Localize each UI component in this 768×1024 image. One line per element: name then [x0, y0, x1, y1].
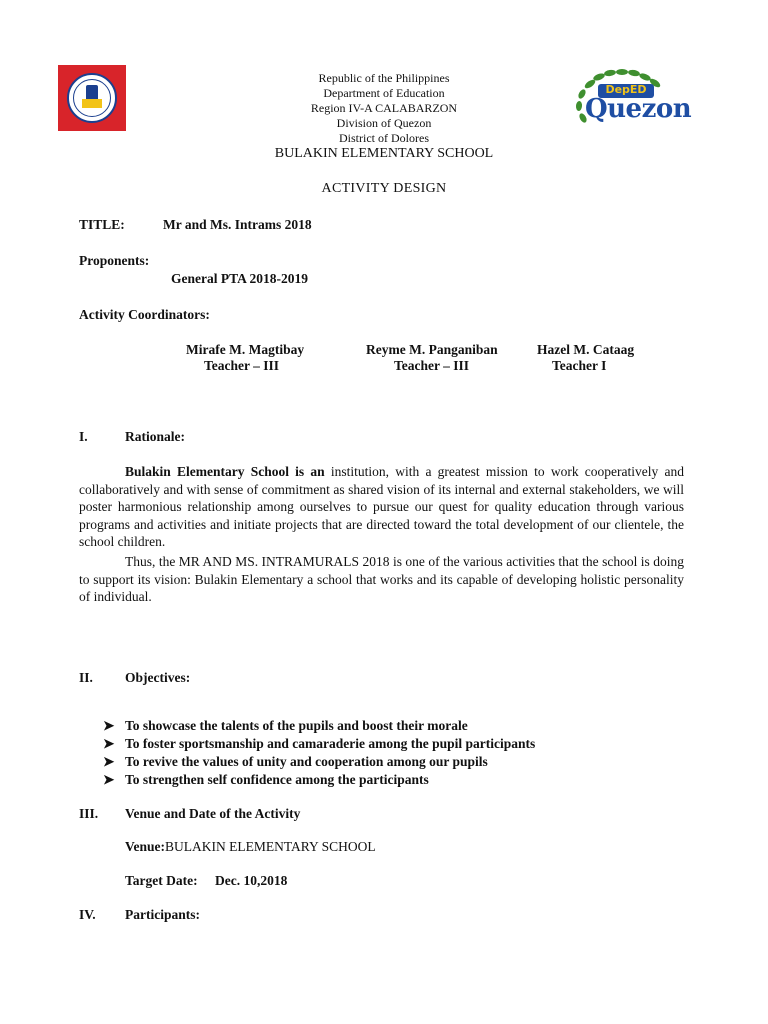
coordinator-role: Teacher – III — [204, 358, 280, 373]
header-line-region: Region IV-A CALABARZON — [310, 101, 458, 115]
header-line-division: Division of Quezon — [336, 116, 432, 130]
coordinator-role: Teacher I — [552, 358, 607, 373]
deped-logo-text: DepED — [605, 83, 647, 96]
objective-item: ➤ To showcase the talents of the pupils and boost their morale — [103, 718, 468, 733]
objective-item: ➤ To revive the values of unity and cooperation among our pupils — [103, 754, 488, 769]
proponents-label: Proponents: — [79, 253, 150, 268]
title-label: TITLE: — [79, 217, 125, 232]
target-date-label: Target Date: — [125, 873, 198, 888]
coordinator-name: Hazel M. Cataag — [537, 342, 635, 357]
section-number: III. — [79, 806, 99, 821]
participants-heading: Participants: — [125, 907, 200, 922]
arrow-bullet-icon: ➤ — [103, 736, 115, 751]
header-line-department: Department of Education — [323, 86, 445, 100]
rationale-body: institution, with a greatest mission to work cooperatively and collaboratively and with sense of commitment as shared vision of its internal and external stakeholders, we will poster harmonious relationship among ourselves to pursue our quest for quality education through various programs and activities and initiate projects that are directed toward the total development of our clientele, the school children. — [79, 464, 684, 549]
rationale-paragraph-2: Thus, the MR AND MS. INTRAMURALS 2018 is one of the various activities that the school is doing to support its vision: Bulakin Elementary a school that works and its capable of developing holistic personality of individual. — [79, 554, 684, 604]
school-name: BULAKIN ELEMENTARY SCHOOL — [274, 146, 494, 161]
venue-label: Venue: — [125, 839, 166, 854]
header-line-district: District of Dolores — [339, 131, 429, 145]
proponents-value: General PTA 2018-2019 — [171, 271, 308, 286]
arrow-bullet-icon: ➤ — [103, 718, 115, 733]
arrow-bullet-icon: ➤ — [103, 754, 115, 769]
arrow-bullet-icon: ➤ — [103, 772, 115, 787]
quezon-logo-text: Quezon — [585, 94, 692, 124]
title-value: Mr and Ms. Intrams 2018 — [163, 217, 312, 232]
venue-heading: Venue and Date of the Activity — [125, 806, 301, 821]
rationale-lead: Bulakin Elementary School is an — [125, 464, 325, 479]
header-line-republic: Republic of the Philippines — [318, 71, 450, 85]
document-type: ACTIVITY DESIGN — [321, 181, 447, 196]
section-number: II. — [79, 670, 93, 685]
objective-item: ➤ To strengthen self confidence among the participants — [103, 772, 429, 787]
objectives-heading: Objectives: — [125, 670, 191, 685]
coordinator-role: Teacher – III — [394, 358, 470, 373]
section-number: I. — [79, 429, 88, 444]
objective-item: ➤ To foster sportsmanship and camaraderie among the pupil participants — [103, 736, 536, 751]
target-date-value: Dec. 10,2018 — [215, 873, 288, 888]
coordinators-label: Activity Coordinators: — [79, 307, 210, 322]
section-number: IV. — [79, 907, 96, 922]
coordinator-name: Mirafe M. Magtibay — [186, 342, 305, 357]
rationale-paragraph-1 — [79, 463, 684, 551]
venue-line — [125, 838, 376, 856]
venue-value: BULAKIN ELEMENTARY SCHOOL — [165, 839, 376, 854]
rationale-heading: Rationale: — [125, 429, 185, 444]
coordinator-name: Reyme M. Panganiban — [366, 342, 498, 357]
